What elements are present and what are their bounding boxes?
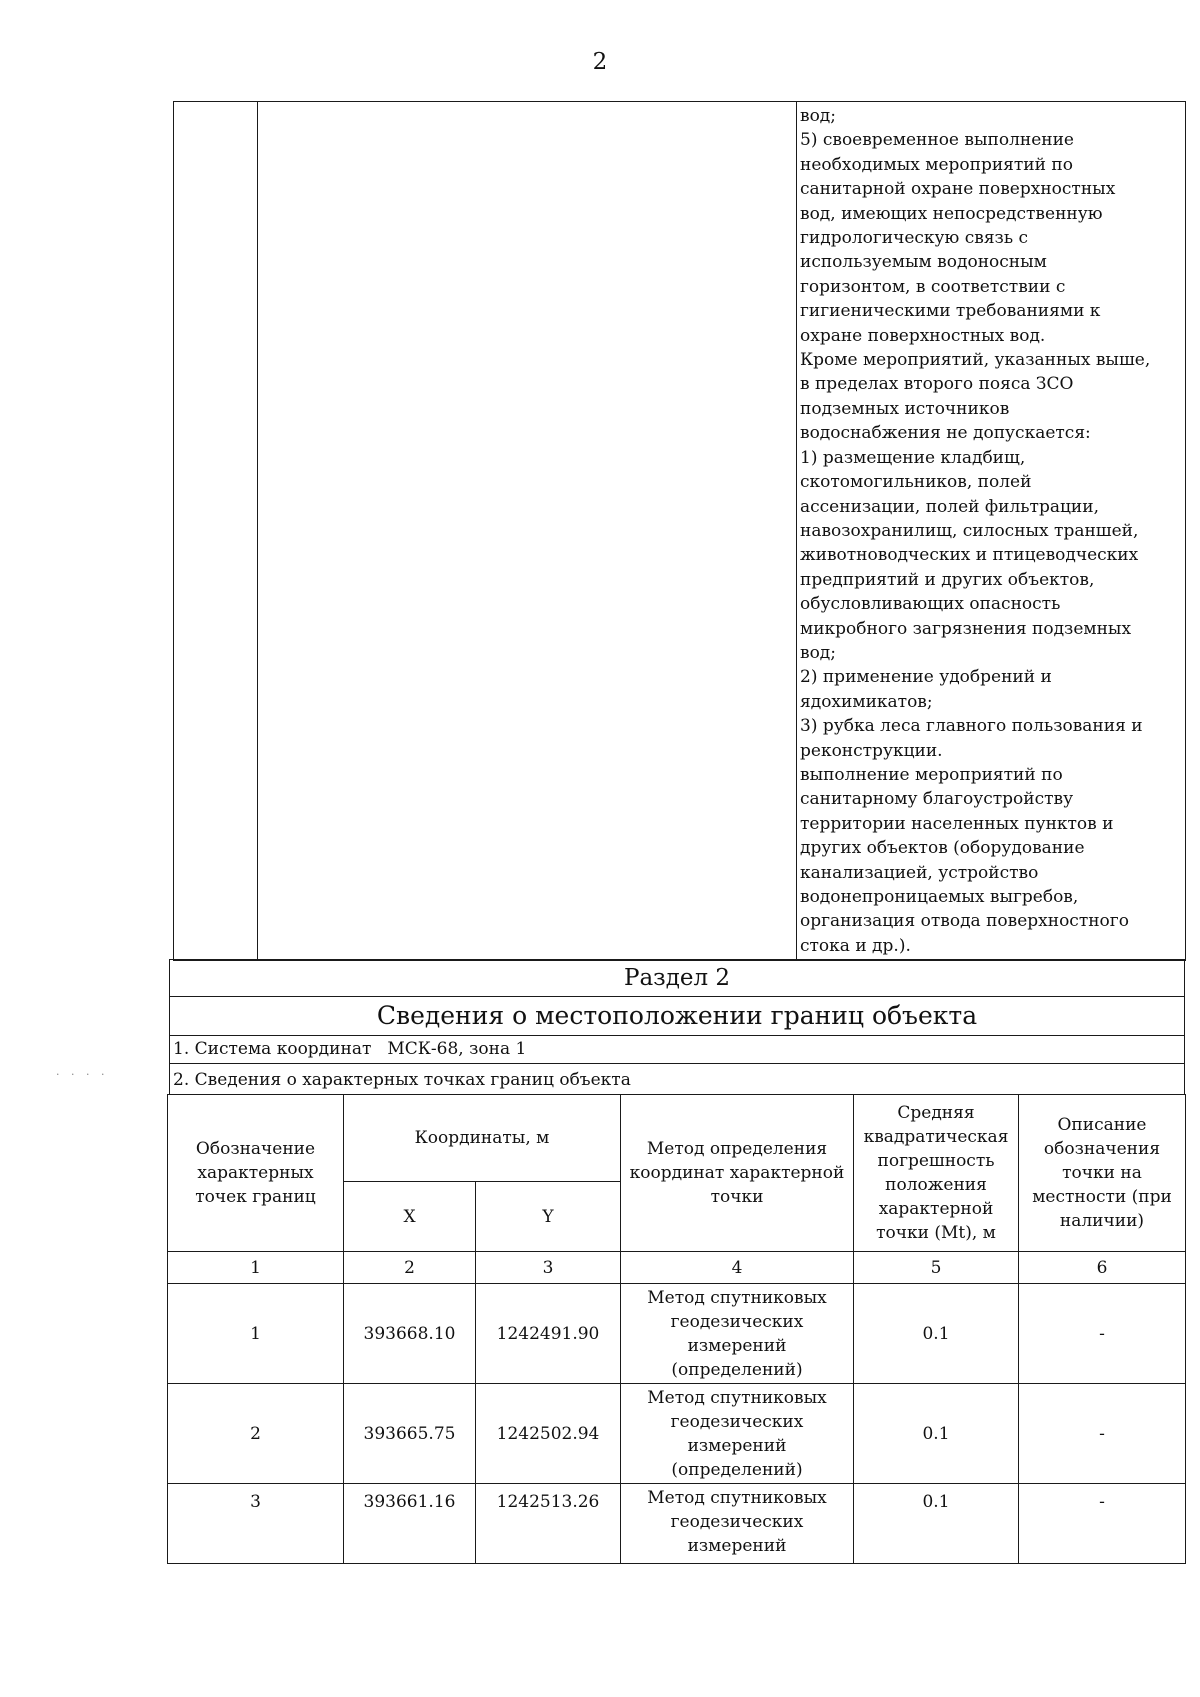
measures-line: охране поверхностных вод. <box>800 325 1046 346</box>
points-label: 2. Сведения о характерных точках границ объекта <box>173 1070 631 1090</box>
x-cell: 393661.16 <box>344 1484 476 1564</box>
column-number: 2 <box>344 1252 476 1284</box>
description-cell: - <box>1019 1484 1186 1564</box>
measures-line: необходимых мероприятий по <box>800 154 1073 175</box>
measures-line: 5) своевременное выполнение <box>800 130 1074 151</box>
y-cell: 1242491.90 <box>476 1284 621 1384</box>
coord-system-row <box>169 1035 1185 1064</box>
table-row <box>168 1384 1186 1484</box>
restrictions-table <box>173 101 1186 961</box>
measures-line: гидрологическую связь с <box>800 228 1029 249</box>
point-cell: 1 <box>168 1284 344 1384</box>
page-number: 2 <box>592 49 608 75</box>
column-number: 6 <box>1019 1252 1186 1284</box>
measures-line: ядохимикатов; <box>800 691 933 712</box>
measures-line: в пределах второго пояса ЗСО <box>800 374 1074 395</box>
measures-line: вод, имеющих непосредственную <box>800 203 1103 224</box>
measures-line: животноводческих и птицеводческих <box>800 545 1139 566</box>
method-cell: Метод спутниковых геодезических измерений <box>621 1484 854 1564</box>
table-row <box>168 1484 1186 1564</box>
column-number: 5 <box>854 1252 1019 1284</box>
measures-line: территории населенных пунктов и <box>800 813 1114 834</box>
measures-line: организация отвода поверхностного <box>800 911 1129 932</box>
measures-line: микробного загрязнения подземных <box>800 618 1132 639</box>
header-row-1 <box>168 1095 1186 1182</box>
name-cell <box>258 102 797 961</box>
measures-line: 2) применение удобрений и <box>800 667 1052 688</box>
description-cell: - <box>1019 1384 1186 1484</box>
error-cell: 0.1 <box>854 1284 1019 1384</box>
point-cell: 2 <box>168 1384 344 1484</box>
measures-line: обусловливающих опасность <box>800 594 1061 615</box>
measures-line: санитарной охране поверхностных <box>800 179 1116 200</box>
column-number: 3 <box>476 1252 621 1284</box>
points-label-row <box>169 1063 1185 1095</box>
column-numbers-row <box>168 1252 1186 1284</box>
measures-line: выполнение мероприятий по <box>800 764 1063 785</box>
measures-line: Кроме мероприятий, указанных выше, <box>800 350 1151 371</box>
point-cell: 3 <box>168 1484 344 1564</box>
x-cell: 393665.75 <box>344 1384 476 1484</box>
measures-line: ассенизации, полей фильтрации, <box>800 496 1099 517</box>
measures-line: предприятий и других объектов, <box>800 569 1095 590</box>
index-cell <box>174 102 258 961</box>
measures-line: санитарному благоустройству <box>800 789 1074 810</box>
coord-system-label: 1. Система координат <box>173 1039 372 1059</box>
header-x: X <box>344 1182 476 1252</box>
method-cell: Метод спутниковых геодезических измерений (определений) <box>621 1384 854 1484</box>
table-row <box>168 1284 1186 1384</box>
measures-line: вод; <box>800 106 837 126</box>
error-cell: 0.1 <box>854 1384 1019 1484</box>
measures-line: других объектов (оборудование <box>800 838 1085 859</box>
measures-line: реконструкции. <box>800 740 943 761</box>
method-cell: Метод спутниковых геодезических измерений (определений) <box>621 1284 854 1384</box>
header-description: Описание обозначения точки на местности (при наличии) <box>1019 1095 1186 1252</box>
error-cell: 0.1 <box>854 1484 1019 1564</box>
measures-line: подземных источников <box>800 398 1010 419</box>
measures-line: стока и др.). <box>800 935 911 956</box>
coordinates-table <box>167 1094 1186 1564</box>
header-method: Метод определения координат характерной точки <box>621 1095 854 1252</box>
section-title: Раздел 2 <box>169 959 1185 997</box>
measures-line: водоснабжения не допускается: <box>800 423 1091 444</box>
header-point: Обозначение характерных точек границ <box>168 1095 344 1252</box>
measures-line: гигиеническими требованиями к <box>800 301 1101 322</box>
header-y: Y <box>476 1182 621 1252</box>
header-error: Средняя квадратическая погрешность положения характерной точки (Mt), м <box>854 1095 1019 1252</box>
column-number: 4 <box>621 1252 854 1284</box>
measures-line: 1) размещение кладбищ, <box>800 447 1026 468</box>
measures-line: вод; <box>800 642 837 663</box>
restrictions-row <box>174 102 1186 961</box>
measures-line: 3) рубка леса главного пользования и <box>800 716 1143 737</box>
scan-artifact-dots: · · · · <box>56 1068 109 1081</box>
header-coords: Координаты, м <box>344 1095 621 1182</box>
measures-line: канализацией, устройство <box>800 862 1039 883</box>
y-cell: 1242513.26 <box>476 1484 621 1564</box>
x-cell: 393668.10 <box>344 1284 476 1384</box>
coord-system-value: МСК-68, зона 1 <box>387 1039 527 1059</box>
description-cell: - <box>1019 1284 1186 1384</box>
measures-line: используемым водоносным <box>800 252 1047 273</box>
measures-cell <box>797 102 1186 961</box>
measures-line: горизонтом, в соответствии с <box>800 276 1066 297</box>
measures-line: водонепроницаемых выгребов, <box>800 887 1079 907</box>
column-number: 1 <box>168 1252 344 1284</box>
measures-line: скотомогильников, полей <box>800 472 1032 493</box>
y-cell: 1242502.94 <box>476 1384 621 1484</box>
section-subtitle: Сведения о местоположении границ объекта <box>169 996 1185 1036</box>
measures-line: навозохранилищ, силосных траншей, <box>800 520 1139 541</box>
